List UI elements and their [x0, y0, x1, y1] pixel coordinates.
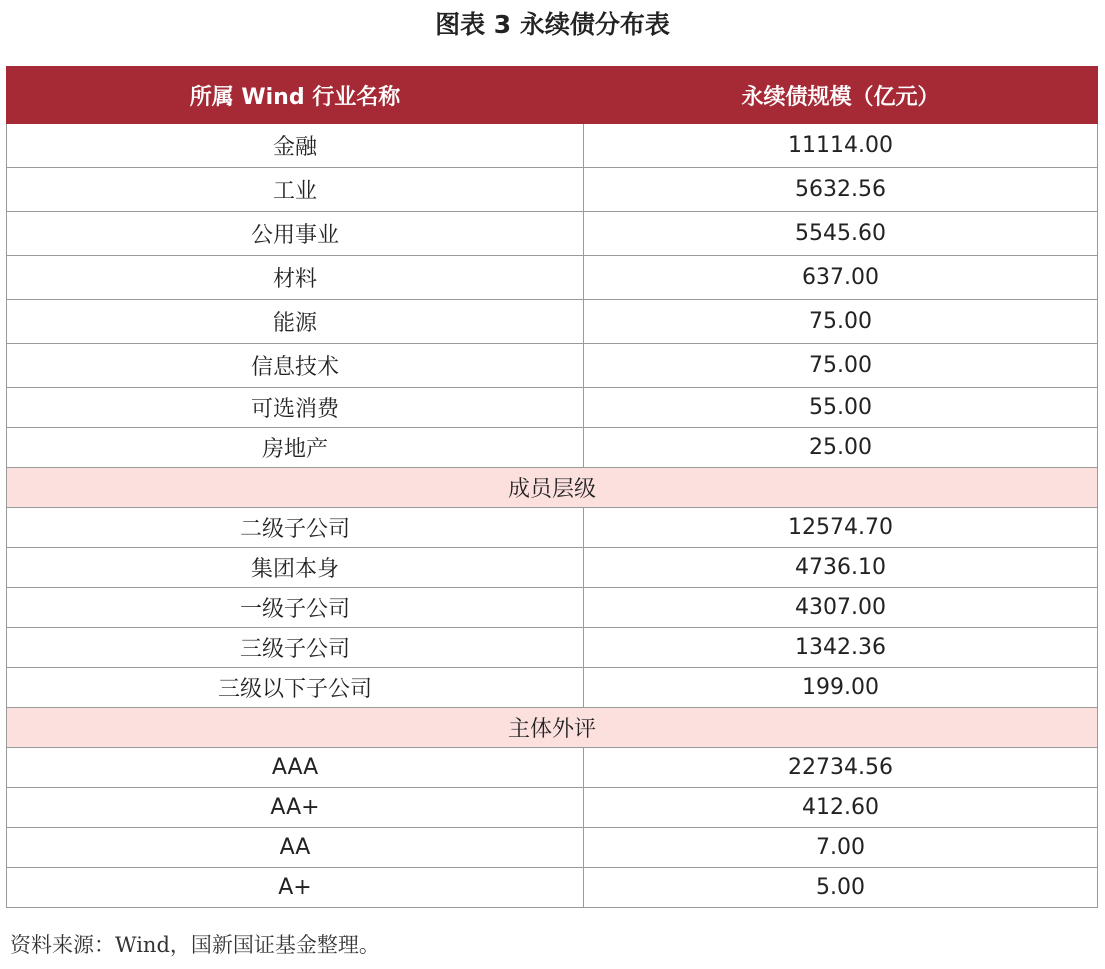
table-row — [7, 124, 1098, 168]
row-value: 11114.00 — [584, 124, 1098, 168]
section-label: 主体外评 — [7, 708, 1098, 748]
row-label: 集团本身 — [7, 548, 584, 588]
table-row — [7, 508, 1098, 548]
table-row — [7, 168, 1098, 212]
row-label: 可选消费 — [7, 388, 584, 428]
table-row — [7, 828, 1098, 868]
row-label: AAA — [7, 748, 584, 788]
row-value: 5545.60 — [584, 212, 1098, 256]
table-row — [7, 388, 1098, 428]
table-row — [7, 628, 1098, 668]
row-value: 75.00 — [584, 300, 1098, 344]
row-value: 12574.70 — [584, 508, 1098, 548]
source-note: 资料来源：Wind，国新国证基金整理。 — [10, 933, 380, 957]
table-row — [7, 588, 1098, 628]
bond-distribution-table — [6, 66, 1098, 908]
row-label: 信息技术 — [7, 344, 584, 388]
row-label: 公用事业 — [7, 212, 584, 256]
row-value: 7.00 — [584, 828, 1098, 868]
row-value: 1342.36 — [584, 628, 1098, 668]
row-label: AA+ — [7, 788, 584, 828]
row-label: 三级以下子公司 — [7, 668, 584, 708]
row-label: 房地产 — [7, 428, 584, 468]
table-row — [7, 748, 1098, 788]
row-value: 199.00 — [584, 668, 1098, 708]
row-value: 22734.56 — [584, 748, 1098, 788]
row-value: 75.00 — [584, 344, 1098, 388]
column-header-industry: 所属 Wind 行业名称 — [7, 67, 584, 124]
row-value: 55.00 — [584, 388, 1098, 428]
table-row — [7, 212, 1098, 256]
row-label: 金融 — [7, 124, 584, 168]
row-value: 25.00 — [584, 428, 1098, 468]
table-header-row — [7, 67, 1098, 124]
row-value: 5.00 — [584, 868, 1098, 908]
row-label: AA — [7, 828, 584, 868]
row-label: A+ — [7, 868, 584, 908]
row-label: 材料 — [7, 256, 584, 300]
row-label: 工业 — [7, 168, 584, 212]
row-value: 637.00 — [584, 256, 1098, 300]
table-row — [7, 300, 1098, 344]
table-row — [7, 548, 1098, 588]
row-label: 一级子公司 — [7, 588, 584, 628]
table-row — [7, 668, 1098, 708]
row-value: 4307.00 — [584, 588, 1098, 628]
section-label: 成员层级 — [7, 468, 1098, 508]
section-row-member-level — [7, 468, 1098, 508]
table-row — [7, 344, 1098, 388]
row-label: 能源 — [7, 300, 584, 344]
row-label: 三级子公司 — [7, 628, 584, 668]
table-row — [7, 428, 1098, 468]
table-row — [7, 868, 1098, 908]
table-row — [7, 256, 1098, 300]
row-value: 5632.56 — [584, 168, 1098, 212]
table-title: 图表 3 永续债分布表 — [435, 10, 670, 39]
section-row-issuer-rating — [7, 708, 1098, 748]
row-label: 二级子公司 — [7, 508, 584, 548]
row-value: 412.60 — [584, 788, 1098, 828]
row-value: 4736.10 — [584, 548, 1098, 588]
column-header-scale: 永续债规模（亿元） — [584, 67, 1098, 124]
table-row — [7, 788, 1098, 828]
